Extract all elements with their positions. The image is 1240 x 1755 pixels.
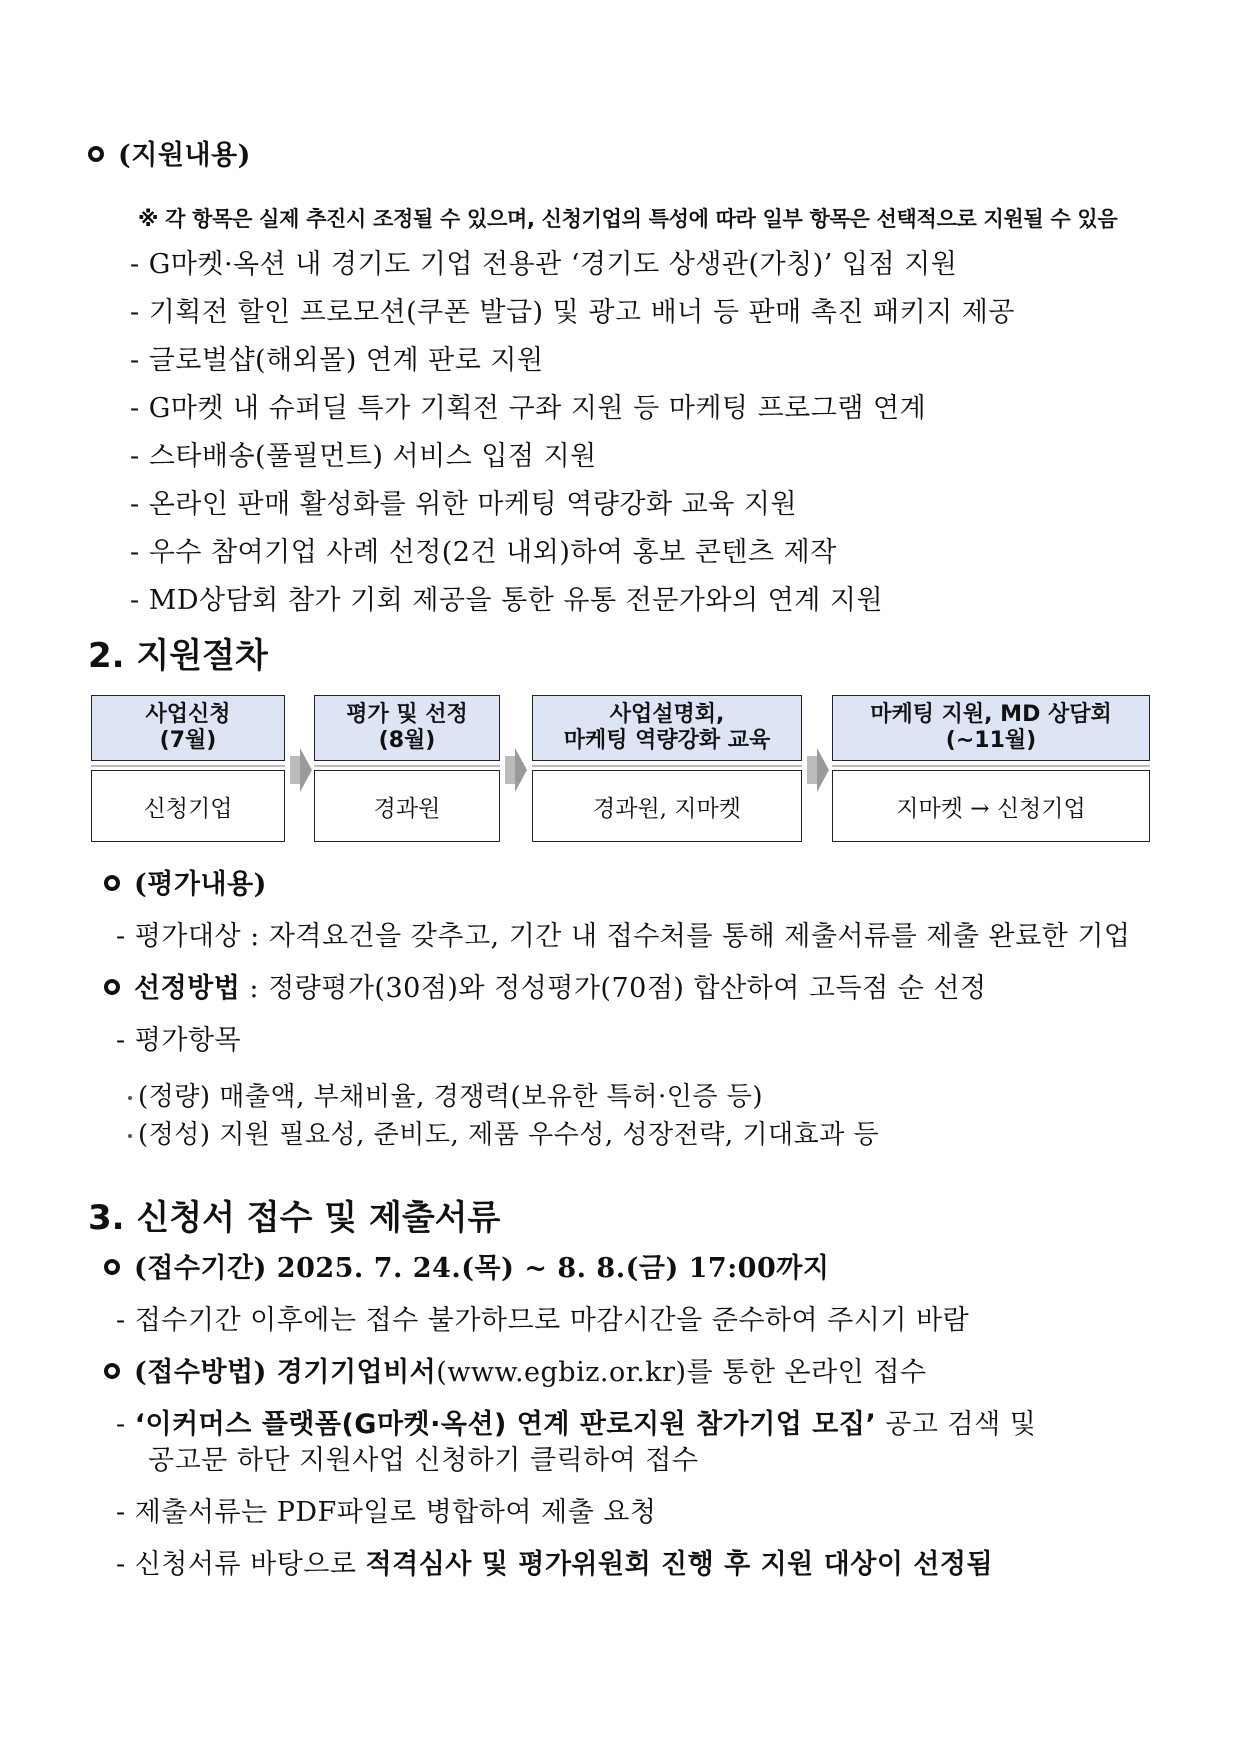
support-item: - 글로벌샵(해외몰) 연계 판로 지원 — [130, 345, 544, 376]
flow-step-title: 마케팅 지원, MD 상담회 — [870, 702, 1112, 727]
flow-divider — [532, 765, 802, 767]
flow-divider — [314, 765, 500, 767]
dot-bullet-icon — [128, 1134, 132, 1138]
support-item: - 기획전 할인 프로모션(쿠폰 발급) 및 광고 배너 등 판매 촉진 패키지 제공 — [130, 297, 1015, 328]
eval-item — [128, 1114, 879, 1151]
pdf-note: - 제출서류는 PDF파일로 병합하여 제출 요청 — [116, 1497, 657, 1528]
flow-arrow-icon — [290, 748, 314, 792]
eval-item-text: (정성) 지원 필요성, 준비도, 제품 우수성, 성장전략, 기대효과 등 — [138, 1120, 880, 1150]
eval-heading — [104, 868, 267, 902]
support-item: - G마켓·옥션 내 경기도 기업 전용관 ‘경기도 상생관(가칭)’ 입점 지원 — [130, 249, 958, 280]
flow-step-sub: (8월) — [378, 728, 436, 753]
search-bold: ‘이커머스 플랫폼(G마켓·옥션) 연계 판로지원 참가기업 모집’ — [134, 1409, 877, 1440]
eval-item-text: (정량) 매출액, 부채비율, 경쟁력(보유한 특허·인증 등) — [138, 1082, 764, 1112]
support-heading-text: (지원내용) — [118, 140, 251, 171]
flow-step-title: 사업신청 — [145, 702, 231, 727]
flow-step-sub: (~11월) — [945, 728, 1037, 753]
method-line — [104, 1356, 927, 1390]
eval-heading-text: (평가내용) — [134, 869, 267, 900]
period-line — [104, 1252, 829, 1286]
selection-text: : 정량평가(30점)와 정성평가(70점) 합산하여 고득점 순 선정 — [249, 973, 987, 1004]
support-item: - MD상담회 참가 기회 제공을 통한 유통 전문가와의 연계 지원 — [130, 585, 884, 616]
final-bold: 적격심사 및 평가위원회 진행 후 지원 대상이 선정됨 — [365, 1549, 994, 1580]
support-item: - 우수 참여기업 사례 선정(2건 내외)하여 홍보 콘텐츠 제작 — [130, 537, 837, 568]
section2-title: 2. 지원절차 — [88, 636, 268, 676]
selection-label: 선정방법 — [134, 973, 241, 1004]
flow-step-2 — [314, 695, 500, 761]
circle-bullet-icon — [104, 1363, 120, 1379]
flow-arrow-icon — [807, 748, 831, 792]
flow-divider — [91, 765, 285, 767]
final-note — [116, 1548, 993, 1582]
dot-bullet-icon — [128, 1096, 132, 1100]
selection-method — [104, 972, 987, 1006]
flow-arrow-icon — [505, 748, 529, 792]
flow-step-title: 사업설명회, — [609, 702, 725, 727]
final-plain: - 신청서류 바탕으로 — [116, 1549, 366, 1580]
section3-title: 3. 신청서 접수 및 제출서류 — [88, 1198, 501, 1238]
eval-target: - 평가대상 : 자격요건을 갖추고, 기간 내 접수처를 통해 제출서류를 제출 완료한 기업 — [116, 921, 1131, 952]
flow-step-1 — [91, 695, 285, 761]
flow-actor-2: 경과원 — [314, 770, 500, 842]
support-item: - 온라인 판매 활성화를 위한 마케팅 역량강화 교육 지원 — [130, 489, 798, 520]
flow-step-3 — [532, 695, 802, 761]
method-bold: (접수방법) 경기기업비서 — [134, 1357, 437, 1388]
circle-bullet-icon — [88, 146, 104, 162]
flow-step-sub: 마케팅 역량강화 교육 — [563, 728, 771, 753]
search-instruction — [116, 1408, 1036, 1442]
support-item: - G마켓 내 슈퍼딜 특가 기획전 구좌 지원 등 마케팅 프로그램 연계 — [130, 393, 927, 424]
eval-item — [128, 1076, 763, 1113]
search-dash: - — [116, 1409, 135, 1440]
search-line2: 공고문 하단 지원사업 신청하기 클릭하여 접수 — [148, 1445, 699, 1476]
flow-actor-1: 신청기업 — [91, 770, 285, 842]
flow-actor-3: 경과원, 지마켓 — [532, 770, 802, 842]
support-heading — [88, 139, 251, 173]
flow-divider — [832, 765, 1150, 767]
flow-actor-4: 지마켓 → 신청기업 — [832, 770, 1150, 842]
eval-items-label: - 평가항목 — [116, 1025, 242, 1056]
search-rest: 공고 검색 및 — [876, 1409, 1037, 1440]
circle-bullet-icon — [104, 875, 120, 891]
circle-bullet-icon — [104, 979, 120, 995]
flow-step-sub: (7월) — [159, 728, 217, 753]
period-text: (접수기간) 2025. 7. 24.(목) ~ 8. 8.(금) 17:00까지 — [134, 1253, 830, 1284]
method-rest: (www.egbiz.or.kr)를 통한 온라인 접수 — [436, 1357, 927, 1388]
support-item: - 스타배송(풀필먼트) 서비스 입점 지원 — [130, 441, 597, 472]
flow-step-title: 평가 및 선정 — [346, 702, 468, 727]
flow-step-4 — [832, 695, 1150, 761]
circle-bullet-icon — [104, 1259, 120, 1275]
support-note: ※ 각 항목은 실제 추진시 조정될 수 있으며, 신청기업의 특성에 따라 일부 항목은 선택적으로 지원될 수 있음 — [138, 207, 1118, 231]
period-note: - 접수기간 이후에는 접수 불가하므로 마감시간을 준수하여 주시기 바람 — [116, 1305, 970, 1336]
